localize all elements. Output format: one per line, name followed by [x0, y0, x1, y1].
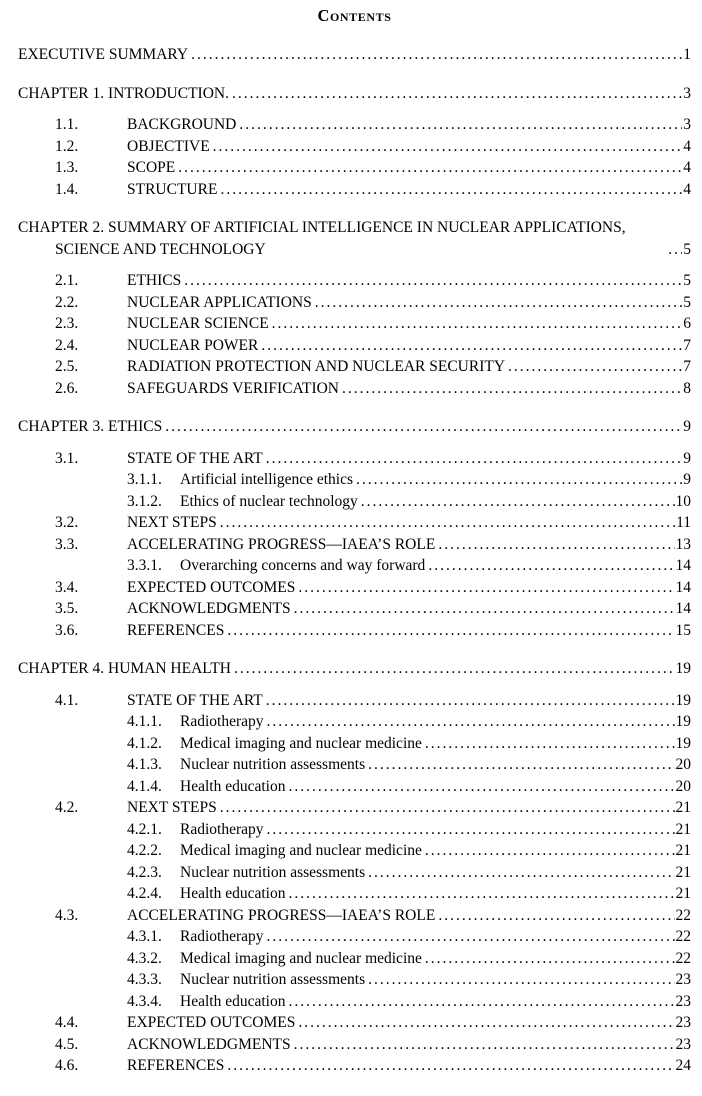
dot-leader [288, 776, 674, 798]
toc-entry-number: 3.4. [55, 578, 79, 596]
toc-entry-row [18, 690, 691, 712]
toc-entry-row [18, 620, 691, 642]
toc-chapter-row [18, 217, 691, 260]
toc-entry-label: ACKNOWLEDGMENTS [127, 600, 291, 617]
toc-entry-list [18, 270, 691, 399]
toc-entry-label: REFERENCES [127, 1057, 225, 1074]
toc-entry-number: 2.4. [55, 336, 79, 354]
toc-page-number: 22 [675, 949, 691, 967]
toc-entry-label: Nuclear nutrition assessments [180, 971, 366, 988]
toc-entry-number: 4.2.2. [127, 842, 162, 859]
toc-page-number: 19 [675, 691, 691, 709]
toc-entry-label: Ethics of nuclear technology [180, 492, 358, 510]
toc-entry-row [18, 577, 691, 599]
toc-chapter-row [18, 658, 691, 680]
toc-entry-label: Radiotherapy [180, 820, 264, 838]
toc-entry-number: 4.3.3. [127, 971, 162, 988]
toc-entry-row [18, 448, 691, 470]
toc-page-number: 7 [683, 336, 691, 354]
table-of-contents [18, 44, 691, 1077]
toc-page-number: 14 [675, 578, 691, 596]
toc-page-number: 19 [675, 713, 691, 730]
toc-page-number: 4 [683, 137, 691, 155]
toc-entry-row [18, 969, 691, 991]
dot-leader [234, 658, 675, 680]
toc-entry-label: CHAPTER 3. ETHICS [18, 418, 163, 435]
toc-entry-row [18, 512, 691, 534]
toc-page-number: 24 [675, 1057, 691, 1074]
dot-leader [288, 883, 674, 905]
dot-leader [272, 313, 683, 335]
toc-entry-label: NUCLEAR SCIENCE [127, 315, 269, 332]
toc-entry-row [18, 491, 691, 513]
toc-entry-number: 1.1. [55, 116, 79, 133]
dot-leader [178, 157, 682, 179]
dot-leader [368, 754, 674, 776]
toc-entry-row [18, 733, 691, 755]
toc-entry-label: NEXT STEPS [127, 514, 217, 531]
toc-entry-number: 3.5. [55, 600, 79, 617]
toc-entry-row [18, 862, 691, 884]
dot-leader [266, 448, 682, 470]
toc-page-number: 15 [675, 621, 691, 639]
dot-leader [425, 840, 675, 862]
toc-group [18, 416, 691, 641]
toc-entry-number: 2.6. [55, 379, 79, 397]
toc-page-number: 9 [683, 471, 691, 488]
toc-entry-label: EXECUTIVE SUMMARY [18, 46, 189, 63]
dot-leader [227, 1055, 674, 1077]
toc-entry-row [18, 555, 691, 577]
toc-entry-label: Health education [180, 777, 286, 795]
toc-entry-list [18, 690, 691, 1077]
toc-page-number: 21 [675, 842, 691, 859]
toc-entry-row [18, 797, 691, 819]
toc-entry-number: 4.3.4. [127, 992, 162, 1010]
toc-entry-row [18, 157, 691, 179]
toc-entry-label: RADIATION PROTECTION AND NUCLEAR SECURITY [127, 358, 506, 375]
dot-leader [266, 690, 675, 712]
toc-entry-row [18, 883, 691, 905]
toc-entry-row [18, 840, 691, 862]
toc-entry-number: 4.1. [55, 691, 79, 709]
toc-entry-label: Nuclear nutrition assessments [180, 756, 366, 773]
toc-entry-label: Medical imaging and nuclear medicine [180, 734, 422, 752]
dot-leader [267, 711, 675, 733]
toc-entry-label: ACKNOWLEDGMENTS [127, 1035, 291, 1053]
dot-leader [356, 469, 682, 491]
toc-entry-number: 2.2. [55, 293, 79, 311]
toc-page-number: 13 [675, 535, 691, 553]
toc-entry-label: EXPECTED OUTCOMES [127, 578, 296, 596]
toc-entry-label: ACCELERATING PROGRESS—IAEA’S ROLE [127, 535, 436, 553]
toc-page-number: 3 [683, 116, 691, 133]
toc-entry-row [18, 905, 691, 927]
dot-leader [368, 862, 674, 884]
toc-entry-row [18, 534, 691, 556]
toc-entry-row [18, 1012, 691, 1034]
toc-chapter-row [18, 83, 691, 105]
toc-entry-row [18, 948, 691, 970]
toc-page-number: 4 [683, 159, 691, 176]
toc-entry-label: ETHICS [127, 272, 182, 289]
dot-leader [261, 335, 682, 357]
toc-entry-number: 4.1.2. [127, 734, 162, 752]
toc-entry-row [18, 819, 691, 841]
dot-leader [191, 44, 682, 66]
dot-leader [361, 491, 675, 513]
toc-entry-number: 3.1. [55, 449, 79, 467]
toc-entry-number: 4.1.1. [127, 713, 162, 730]
toc-entry-row [18, 292, 691, 314]
toc-entry-row [18, 356, 691, 378]
dot-leader [239, 114, 682, 136]
toc-chapter-row [18, 44, 691, 66]
toc-entry-number: 2.1. [55, 272, 79, 289]
toc-entry-row [18, 378, 691, 400]
toc-entry-number: 4.2.1. [127, 820, 162, 838]
toc-page-number: 22 [675, 928, 691, 945]
toc-page-number: 19 [675, 660, 691, 677]
toc-entry-label: STATE OF THE ART [127, 449, 263, 467]
toc-entry-number: 3.1.1. [127, 471, 162, 488]
toc-entry-label: Artificial intelligence ethics [180, 471, 354, 488]
toc-page-number: 21 [675, 799, 691, 816]
toc-entry-number: 3.3.1. [127, 557, 162, 574]
dot-leader [165, 416, 682, 438]
toc-entry-label: NUCLEAR POWER [127, 336, 259, 354]
toc-entry-number: 4.1.3. [127, 756, 162, 773]
toc-entry-label: Medical imaging and nuclear medicine [180, 842, 422, 859]
toc-page-number: 7 [683, 358, 691, 375]
toc-entry-row [18, 136, 691, 158]
toc-entry-label: CHAPTER 2. SUMMARY OF ARTIFICIAL INTELLIGENCE IN NUCLEAR APPLICATIONS, SCIENCE AND TECHNOLOGY [18, 219, 626, 258]
toc-page-number: 21 [675, 820, 691, 838]
toc-page-number: 14 [675, 557, 691, 574]
toc-page-number: 9 [683, 449, 691, 467]
toc-entry-label: Medical imaging and nuclear medicine [180, 949, 422, 967]
toc-entry-row [18, 598, 691, 620]
toc-entry-row [18, 114, 691, 136]
toc-page-number: 5 [683, 272, 691, 289]
toc-entry-label: OBJECTIVE [127, 137, 210, 155]
toc-entry-label: Radiotherapy [180, 928, 264, 945]
toc-entry-row [18, 335, 691, 357]
toc-page-number: 11 [676, 514, 691, 531]
toc-page-number: 4 [683, 180, 691, 198]
toc-entry-number: 3.2. [55, 514, 79, 531]
toc-entry-number: 4.2. [55, 799, 79, 816]
toc-page-number: 3 [683, 84, 691, 102]
toc-entry-number: 4.2.4. [127, 885, 162, 902]
dot-leader [315, 292, 683, 314]
toc-entry-row [18, 991, 691, 1013]
toc-entry-list [18, 448, 691, 642]
page-title: Contents [317, 6, 392, 25]
toc-page-number: 6 [683, 315, 691, 332]
toc-entry-label: Nuclear nutrition assessments [180, 863, 366, 881]
toc-entry-row [18, 776, 691, 798]
toc-group [18, 83, 691, 201]
toc-entry-label: BACKGROUND [127, 116, 237, 133]
toc-page-number: 20 [675, 756, 691, 773]
toc-entry-number: 4.1.4. [127, 777, 162, 795]
toc-entry-number: 2.5. [55, 358, 79, 375]
toc-entry-label: CHAPTER 1. INTRODUCTION. [18, 84, 229, 102]
toc-group [18, 658, 691, 1077]
dot-leader [438, 534, 674, 556]
toc-entry-row [18, 754, 691, 776]
toc-page-number: 1 [683, 46, 691, 63]
toc-entry-number: 4.2.3. [127, 863, 162, 881]
toc-entry-number: 4.3.2. [127, 949, 162, 967]
toc-entry-number: 3.6. [55, 621, 79, 639]
toc-page-number: 23 [675, 1035, 691, 1053]
toc-entry-label: Radiotherapy [180, 713, 264, 730]
toc-entry-number: 1.4. [55, 180, 79, 198]
toc-entry-row [18, 711, 691, 733]
toc-page-number: 10 [675, 492, 691, 510]
toc-entry-label: SAFEGUARDS VERIFICATION [127, 379, 340, 397]
toc-entry-number: 2.3. [55, 315, 79, 332]
dot-leader [342, 378, 682, 400]
toc-entry-label: SCOPE [127, 159, 176, 176]
toc-entry-label: STATE OF THE ART [127, 691, 263, 709]
toc-entry-number: 4.5. [55, 1035, 79, 1053]
toc-entry-label: STRUCTURE [127, 180, 218, 198]
toc-page-number: 5 [683, 293, 691, 311]
toc-entry-label: EXPECTED OUTCOMES [127, 1014, 296, 1031]
toc-page-number: 20 [675, 777, 691, 795]
toc-page-number: 8 [683, 379, 691, 397]
dot-leader [184, 270, 682, 292]
toc-entry-label: Overarching concerns and way forward [180, 557, 426, 574]
toc-page-number: 21 [675, 885, 691, 902]
toc-page-number: 5 [683, 240, 691, 258]
dot-leader [267, 926, 675, 948]
toc-entry-row [18, 179, 691, 201]
toc-entry-label: CHAPTER 4. HUMAN HEALTH [18, 660, 231, 677]
toc-entry-number: 1.2. [55, 137, 79, 155]
toc-entry-number: 4.6. [55, 1057, 79, 1074]
toc-entry-number: 1.3. [55, 159, 79, 176]
dot-leader [298, 1012, 674, 1034]
dot-leader [298, 577, 674, 599]
toc-entry-row [18, 1055, 691, 1077]
toc-page-number: 9 [683, 418, 691, 435]
toc-group [18, 44, 691, 66]
toc-page-number: 22 [675, 906, 691, 924]
toc-entry-number: 4.4. [55, 1014, 79, 1031]
toc-entry-row [18, 469, 691, 491]
toc-entry-label: NUCLEAR APPLICATIONS [127, 293, 312, 311]
dot-leader [425, 948, 675, 970]
dot-leader [294, 598, 675, 620]
toc-entry-row [18, 1034, 691, 1056]
dot-leader [227, 620, 674, 642]
dot-leader [232, 83, 682, 105]
toc-page-number: 19 [675, 734, 691, 752]
toc-page-number: 23 [675, 992, 691, 1010]
dot-leader [668, 239, 682, 261]
toc-page-number: 23 [675, 1014, 691, 1031]
toc-entry-list [18, 114, 691, 200]
dot-leader [438, 905, 674, 927]
toc-group [18, 217, 691, 399]
toc-entry-number: 4.3. [55, 906, 79, 924]
toc-page-number: 21 [675, 863, 691, 881]
toc-page-number: 23 [675, 971, 691, 988]
dot-leader [428, 555, 674, 577]
toc-entry-row [18, 926, 691, 948]
dot-leader [368, 969, 674, 991]
toc-page-number: 14 [675, 600, 691, 617]
toc-entry-label: Health education [180, 885, 286, 902]
toc-entry-row [18, 313, 691, 335]
toc-entry-number: 4.3.1. [127, 928, 162, 945]
dot-leader [220, 512, 675, 534]
dot-leader [508, 356, 682, 378]
toc-entry-number: 3.1.2. [127, 492, 162, 510]
toc-chapter-row [18, 416, 691, 438]
dot-leader [267, 819, 675, 841]
toc-entry-number: 3.3. [55, 535, 79, 553]
toc-entry-label: NEXT STEPS [127, 799, 217, 816]
toc-entry-label: ACCELERATING PROGRESS—IAEA’S ROLE [127, 906, 436, 924]
dot-leader [213, 136, 683, 158]
dot-leader [220, 179, 682, 201]
toc-entry-label: REFERENCES [127, 621, 225, 639]
toc-entry-row [18, 270, 691, 292]
dot-leader [294, 1034, 675, 1056]
dot-leader [425, 733, 675, 755]
dot-leader [288, 991, 674, 1013]
dot-leader [220, 797, 675, 819]
toc-entry-label: Health education [180, 992, 286, 1010]
